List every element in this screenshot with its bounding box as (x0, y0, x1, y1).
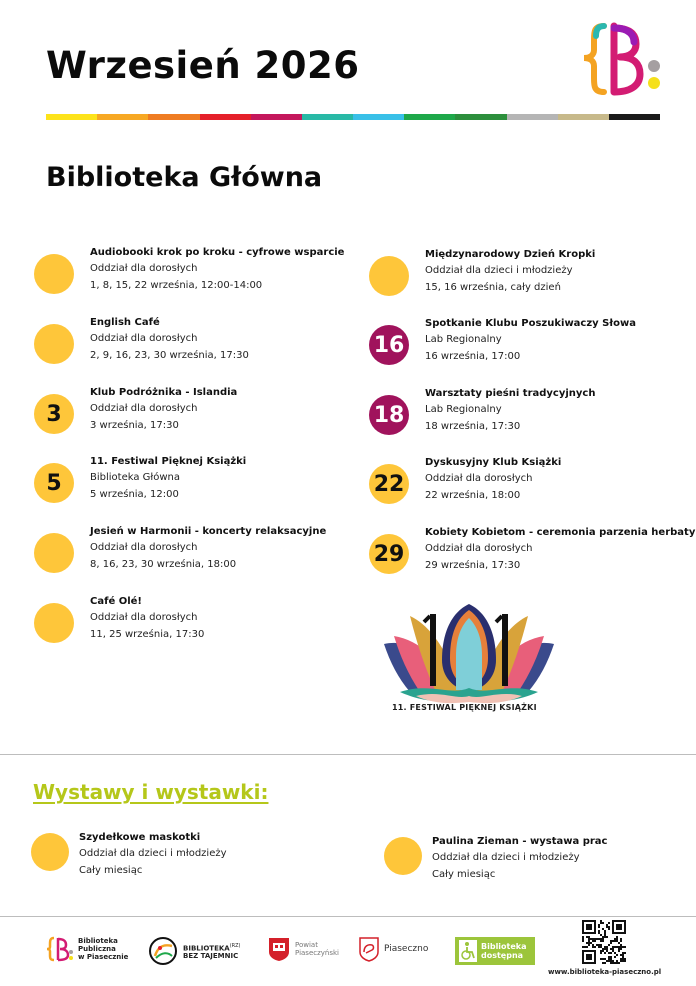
event-title: Spotkanie Klubu Poszukiwaczy Słowa (425, 318, 636, 329)
section-title: Biblioteka Główna (46, 162, 323, 193)
website-link[interactable]: www.biblioteka-piaseczno.pl (548, 968, 662, 976)
event-when: 1, 8, 15, 22 września, 12:00-14:00 (90, 280, 263, 291)
event-badge (369, 256, 409, 296)
event-badge: 5 (34, 463, 74, 503)
biblioteka-logo-icon (580, 20, 662, 98)
event-place: Oddział dla dorosłych (90, 403, 198, 414)
stripe-segment (46, 114, 97, 120)
event-place: Oddział dla dorosłych (90, 333, 198, 344)
piaseczno-crest-icon (358, 936, 380, 962)
exhibition-when: Cały miesiąc (79, 865, 143, 876)
event-badge: 18 (369, 395, 409, 435)
festival-lotus-logo (380, 600, 558, 712)
event-when: 15, 16 września, cały dzień (425, 282, 561, 293)
footer (0, 920, 696, 986)
event-when: 29 września, 17:30 (425, 560, 521, 571)
footer-bpp-logo[interactable] (46, 935, 128, 963)
event-title: Café Olé! (90, 596, 142, 607)
bpp-line1: Biblioteka (78, 937, 118, 945)
event-place: Biblioteka Główna (90, 472, 181, 483)
exhibition-place: Oddział dla dzieci i młodzieży (79, 848, 227, 859)
event-title: Klub Podróżnika - Islandia (90, 387, 238, 398)
event-item[interactable] (369, 456, 689, 516)
exhibition-item[interactable] (31, 831, 351, 887)
event-title: Dyskusyjny Klub Książki (425, 457, 562, 468)
event-item[interactable] (34, 595, 354, 655)
event-when: 11, 25 września, 17:30 (90, 629, 205, 640)
event-title: Kobiety Kobietom - ceremonia parzenia herbaty (425, 527, 696, 538)
event-when: 3 września, 17:30 (90, 420, 179, 431)
event-place: Oddział dla dorosłych (425, 543, 533, 554)
stripe-segment (353, 114, 404, 120)
event-badge (34, 603, 74, 643)
piaseczno-label: Piaseczno (384, 944, 429, 954)
page-title: Wrzesień 2026 (46, 44, 360, 87)
event-place: Oddział dla dorosłych (425, 473, 533, 484)
event-place: Lab Regionalny (425, 404, 502, 415)
event-when: 2, 9, 16, 23, 30 września, 17:30 (90, 350, 249, 361)
stripe-segment (97, 114, 148, 120)
exhibition-badge (31, 833, 69, 871)
footer-biblioteka-dostepna-logo[interactable] (455, 937, 535, 965)
stripe-segment (455, 114, 506, 120)
event-place: Oddział dla dorosłych (90, 263, 198, 274)
event-badge: 16 (369, 325, 409, 365)
stripe-segment (404, 114, 455, 120)
event-badge: 3 (34, 394, 74, 434)
bpp-logo-icon (46, 935, 74, 963)
exhibition-badge (384, 837, 422, 875)
dostepna-line1: Biblioteka (481, 942, 527, 951)
stripe-segment (251, 114, 302, 120)
exhibitions-title: Wystawy i wystawki: (33, 780, 269, 804)
event-item[interactable] (34, 316, 354, 376)
event-title: Jesień w Harmonii - koncerty relaksacyjne (90, 526, 327, 537)
event-place: Lab Regionalny (425, 334, 502, 345)
event-place: Oddział dla dorosłych (90, 542, 198, 553)
event-badge (34, 533, 74, 573)
exhibition-place: Oddział dla dzieci i młodzieży (432, 852, 580, 863)
event-item[interactable] (369, 248, 689, 308)
color-stripe (46, 114, 660, 120)
event-item[interactable] (34, 455, 354, 515)
stripe-segment (609, 114, 660, 120)
event-item[interactable] (369, 317, 689, 377)
event-badge (34, 324, 74, 364)
event-when: 16 września, 17:00 (425, 351, 521, 362)
dostepna-line2: dostępna (481, 951, 524, 960)
event-item[interactable] (369, 526, 696, 586)
stripe-segment (302, 114, 353, 120)
event-title: English Café (90, 317, 160, 328)
powiat-crest-icon (267, 936, 291, 962)
event-badge: 29 (369, 534, 409, 574)
bez-tajemnic-logo-icon (148, 936, 180, 966)
bez-line1: BIBLIOTEKA (183, 944, 230, 953)
event-item[interactable] (34, 525, 354, 585)
section-divider (0, 754, 696, 755)
powiat-line1: Powiat (295, 941, 318, 949)
stripe-segment (148, 114, 199, 120)
footer-piaseczno-logo[interactable] (358, 936, 428, 962)
event-title: 11. Festiwal Pięknej Książki (90, 456, 247, 467)
stripe-segment (558, 114, 609, 120)
event-when: 5 września, 12:00 (90, 489, 179, 500)
event-place: Oddział dla dzieci i młodzieży (425, 265, 573, 276)
event-item[interactable] (369, 387, 689, 447)
event-when: 8, 16, 23, 30 września, 18:00 (90, 559, 237, 570)
event-place: Oddział dla dorosłych (90, 612, 198, 623)
event-badge (34, 254, 74, 294)
exhibition-title: Szydełkowe maskotki (79, 832, 201, 843)
event-title: Warsztaty pieśni tradycyjnych (425, 388, 596, 399)
powiat-line2: Piaseczyński (295, 949, 340, 957)
stripe-segment (507, 114, 558, 120)
event-item[interactable] (34, 246, 354, 306)
event-title: Audiobooki krok po kroku - cyfrowe wsparcie (90, 247, 345, 258)
bpp-line3: w Piasecznie (78, 953, 129, 961)
event-badge: 22 (369, 464, 409, 504)
bez-sup: (RZ) (229, 942, 241, 949)
exhibition-when: Cały miesiąc (432, 869, 496, 880)
exhibition-item[interactable] (384, 835, 696, 891)
qr-code-icon[interactable] (582, 920, 626, 964)
footer-powiat-logo[interactable] (267, 936, 339, 962)
footer-divider (0, 916, 696, 917)
bez-line2: BEZ TAJEMNIC (183, 952, 239, 961)
event-when: 18 września, 17:30 (425, 421, 521, 432)
stripe-segment (200, 114, 251, 120)
event-when: 22 września, 18:00 (425, 490, 521, 501)
festival-label: 11. FESTIWAL PIĘKNEJ KSIĄŻKI (392, 703, 537, 712)
event-item[interactable] (34, 386, 354, 446)
footer-bez-tajemnic-logo[interactable] (148, 936, 241, 966)
exhibition-title: Paulina Zieman - wystawa prac (432, 836, 608, 847)
accessibility-icon (459, 940, 477, 962)
bpp-line2: Publiczna (78, 945, 116, 953)
event-title: Międzynarodowy Dzień Kropki (425, 249, 596, 260)
